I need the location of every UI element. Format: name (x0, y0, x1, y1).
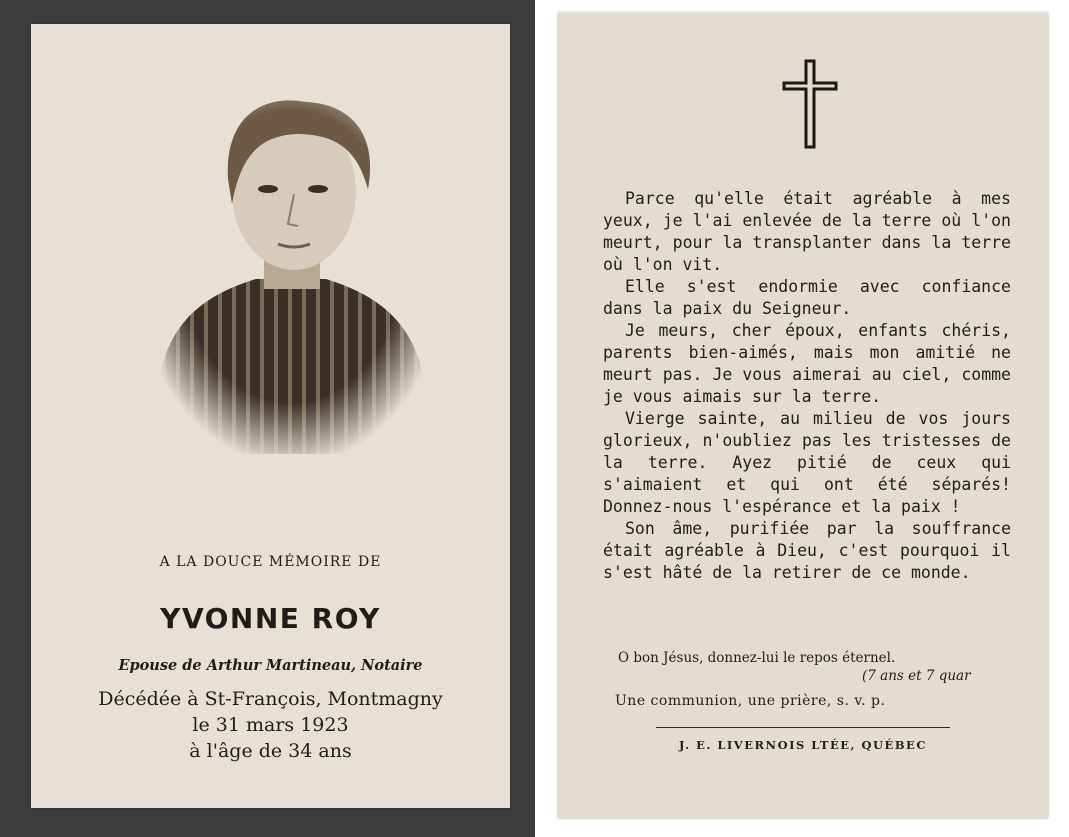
portrait-photo (146, 74, 436, 454)
spouse-line: Epouse de Arthur Martineau, Notaire (118, 657, 423, 674)
deceased-name: YVONNE ROY (160, 602, 381, 635)
age-at-death: à l'âge de 34 ans (189, 740, 352, 762)
prayer-line: O bon Jésus, donnez-lui le repos éternel. (618, 650, 896, 666)
memorial-text (603, 188, 1011, 584)
indulgence-note: (7 ans et 7 quar (862, 668, 971, 684)
memorial-card-back (558, 13, 1048, 818)
paragraph: Parce qu'elle était agréable à mes yeux, je l'ai enlevée de la terre où l'on meurt, pour la transplanter dans la terre où l'on vit. (603, 189, 1011, 274)
paragraph: Son âme, purifiée par la souffrance était agréable à Dieu, c'est pourquoi il s'est hâté de la retirer de ce monde. (603, 519, 1011, 582)
paragraph: Vierge sainte, au milieu de vos jours glorieux, n'oubliez pas les tristesses de la terre. Ayez pitié de ceux qui s'aimaient et qui ont été séparés! Donnez-nous l'espérance et la paix ! (603, 409, 1011, 516)
paragraph: Elle s'est endormie avec confiance dans la paix du Seigneur. (603, 277, 1011, 318)
printer-credit: J. E. LIVERNOIS LTÉE, QUÉBEC (679, 738, 927, 752)
divider (656, 727, 950, 728)
death-place: Décédée à St-François, Montmagny (98, 688, 443, 710)
paragraph: Je meurs, cher époux, enfants chéris, parents bien-aimés, mais mon amitié ne meurt pas. Je vous aimerai au ciel, comme je vous aimais sur la terre. (603, 321, 1011, 406)
memorial-card-front (31, 24, 510, 808)
death-date: le 31 mars 1923 (192, 714, 349, 736)
cross-icon (780, 59, 840, 149)
prayer-request: Une communion, une prière, s. v. p. (615, 693, 886, 709)
death-details (31, 686, 510, 764)
dedication-line: A LA DOUCE MÉMOIRE DE (159, 554, 382, 570)
